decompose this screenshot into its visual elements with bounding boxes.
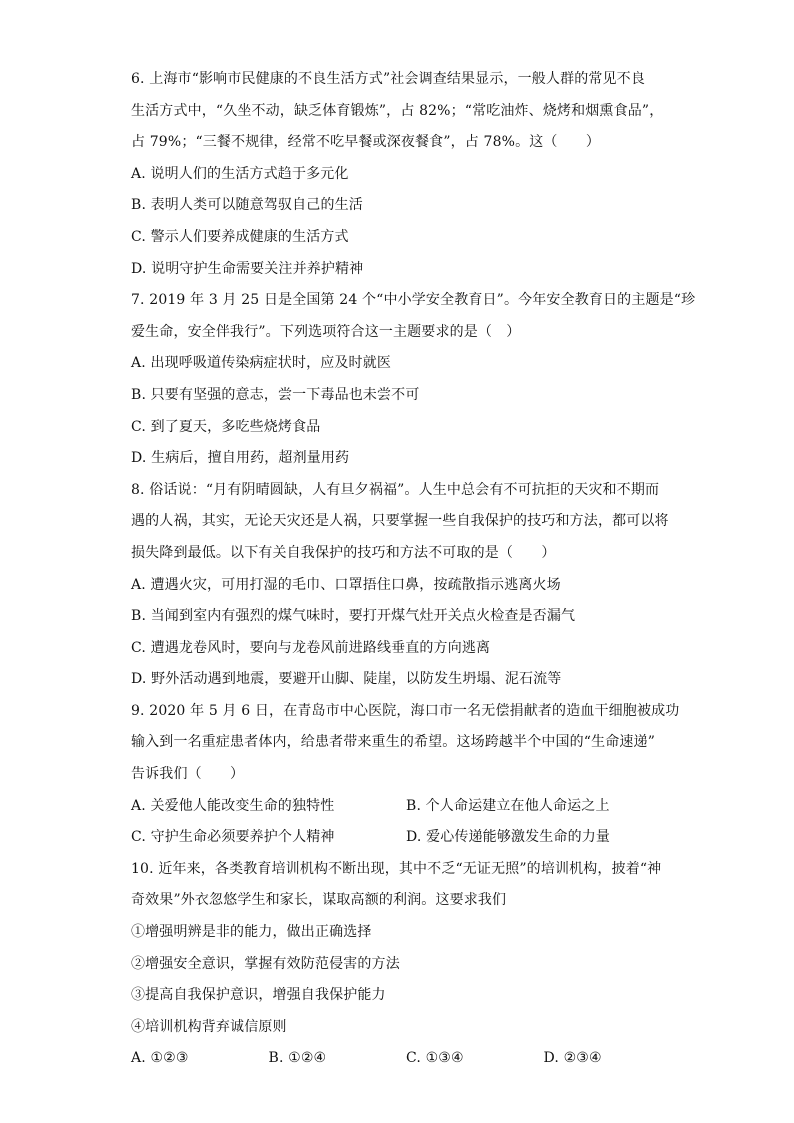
question-10-option-c: C. ①③④ — [406, 1050, 464, 1067]
question-8-option-a: A. 遭遇火灾，可用打湿的毛巾、口罩捂住口鼻，按疏散指示逃离火场 — [131, 576, 561, 593]
question-8-option-c: C. 遭遇龙卷风时，要向与龙卷风前进路线垂直的方向逃离 — [131, 639, 491, 656]
question-6-option-a: A. 说明人们的生活方式趋于多元化 — [131, 165, 349, 182]
question-9-options-row-1 — [131, 791, 681, 823]
question-8-stem-line-1: 8. 俗话说：“月有阴晴圆缺，人有旦夕祸福”。人生中总会有不可抗拒的天灾和不期而 — [131, 481, 660, 498]
question-10-option-b: B. ①②④ — [268, 1050, 327, 1067]
question-9-option-b: B. 个人命运建立在他人命运之上 — [406, 797, 610, 814]
question-6-stem-line-1: 6. 上海市“影响市民健康的不良生活方式”社会调查结果显示，一般人群的常见不良 — [131, 71, 645, 87]
question-10-option-d: D. ②③④ — [543, 1050, 602, 1067]
question-6-option-b: B. 表明人类可以随意驾驭自己的生活 — [131, 197, 363, 214]
question-6-stem-line-2: 生活方式中，“久坐不动，缺乏体育锻炼”，占 82%；“常吃油炸、烧烤和烟熏食品”， — [131, 102, 664, 119]
question-8-option-d: D. 野外活动遇到地震，要避开山脚、陡崖，以防发生坍塌、泥石流等 — [131, 671, 562, 688]
question-7 — [131, 285, 696, 475]
question-10-statement-2: ②增强安全意识，掌握有效防范侵害的方法 — [131, 955, 400, 972]
question-7-option-d: D. 生病后，擅自用药，超剂量用药 — [131, 450, 350, 467]
question-8 — [131, 475, 681, 696]
question-9-options-row-2 — [131, 822, 681, 854]
question-9 — [131, 696, 681, 854]
question-6-option-d: D. 说明守护生命需要关注并养护精神 — [131, 260, 364, 277]
question-10-statement-3: ③提高自我保护意识，增强自我保护能力 — [131, 987, 386, 1004]
question-8-stem-line-2: 遇的人祸，其实，无论天灾还是人祸，只要掌握一些自我保护的技巧和方法，都可以将 — [131, 513, 669, 530]
question-8-option-b: B. 当闻到室内有强烈的煤气味时，要打开煤气灶开关点火检查是否漏气 — [131, 608, 576, 625]
question-6-stem-line-3: 占 79%；“三餐不规律，经常不吃早餐或深夜餐食”，占 78%。这（ ） — [131, 134, 600, 151]
question-9-stem-line-2: 输入到一名重症患者体内，给患者带来重生的希望。这场跨越半个中国的“生命速递” — [131, 734, 656, 751]
question-9-option-d: D. 爱心传递能够激发生命的力量 — [406, 829, 611, 846]
question-7-stem-line-2: 爱生命，安全伴我行”。下列选项符合这一主题要求的是（ ） — [131, 323, 521, 340]
question-10-stem-line-1: 10. 近年来，各类教育培训机构不断出现，其中不乏“无证无照”的培训机构，披着“神 — [131, 860, 662, 877]
question-10-option-a: A. ①②③ — [131, 1050, 189, 1067]
question-10-statement-1: ①增强明辨是非的能力，做出正确选择 — [131, 924, 372, 941]
question-10-options-row — [131, 1043, 681, 1075]
question-10-statement-4: ④培训机构背弃诚信原则 — [131, 1018, 287, 1035]
question-9-option-c: C. 守护生命必须要养护个人精神 — [131, 829, 335, 846]
question-9-stem-line-1: 9. 2020 年 5 月 6 日，在青岛市中心医院，海口市一名无偿捐献者的造血干细胞被成功 — [131, 702, 680, 719]
question-6 — [131, 64, 681, 285]
question-7-stem-line-1: 7. 2019 年 3 月 25 日是全国第 24 个“中小学安全教育日”。今年安全教育日的主题是“珍 — [131, 292, 696, 309]
question-9-option-a: A. 关爱他人能改变生命的独特性 — [131, 797, 335, 814]
question-list — [131, 64, 696, 1075]
question-6-option-c: C. 警示人们要养成健康的生活方式 — [131, 228, 349, 245]
question-7-option-a: A. 出现呼吸道传染病症状时，应及时就医 — [131, 355, 392, 372]
question-9-stem-line-3: 告诉我们（ ） — [131, 766, 245, 783]
question-10 — [131, 854, 681, 1075]
question-8-stem-line-3: 损失降到最低。以下有关自我保护的技巧和方法不可取的是（ ） — [131, 544, 556, 561]
question-7-option-c: C. 到了夏天，多吃些烧烤食品 — [131, 418, 321, 435]
question-7-option-b: B. 只要有坚强的意志，尝一下毒品也未尝不可 — [131, 386, 420, 403]
question-10-stem-line-2: 奇效果”外衣忽悠学生和家长，谋取高额的利润。这要求我们 — [131, 892, 507, 909]
